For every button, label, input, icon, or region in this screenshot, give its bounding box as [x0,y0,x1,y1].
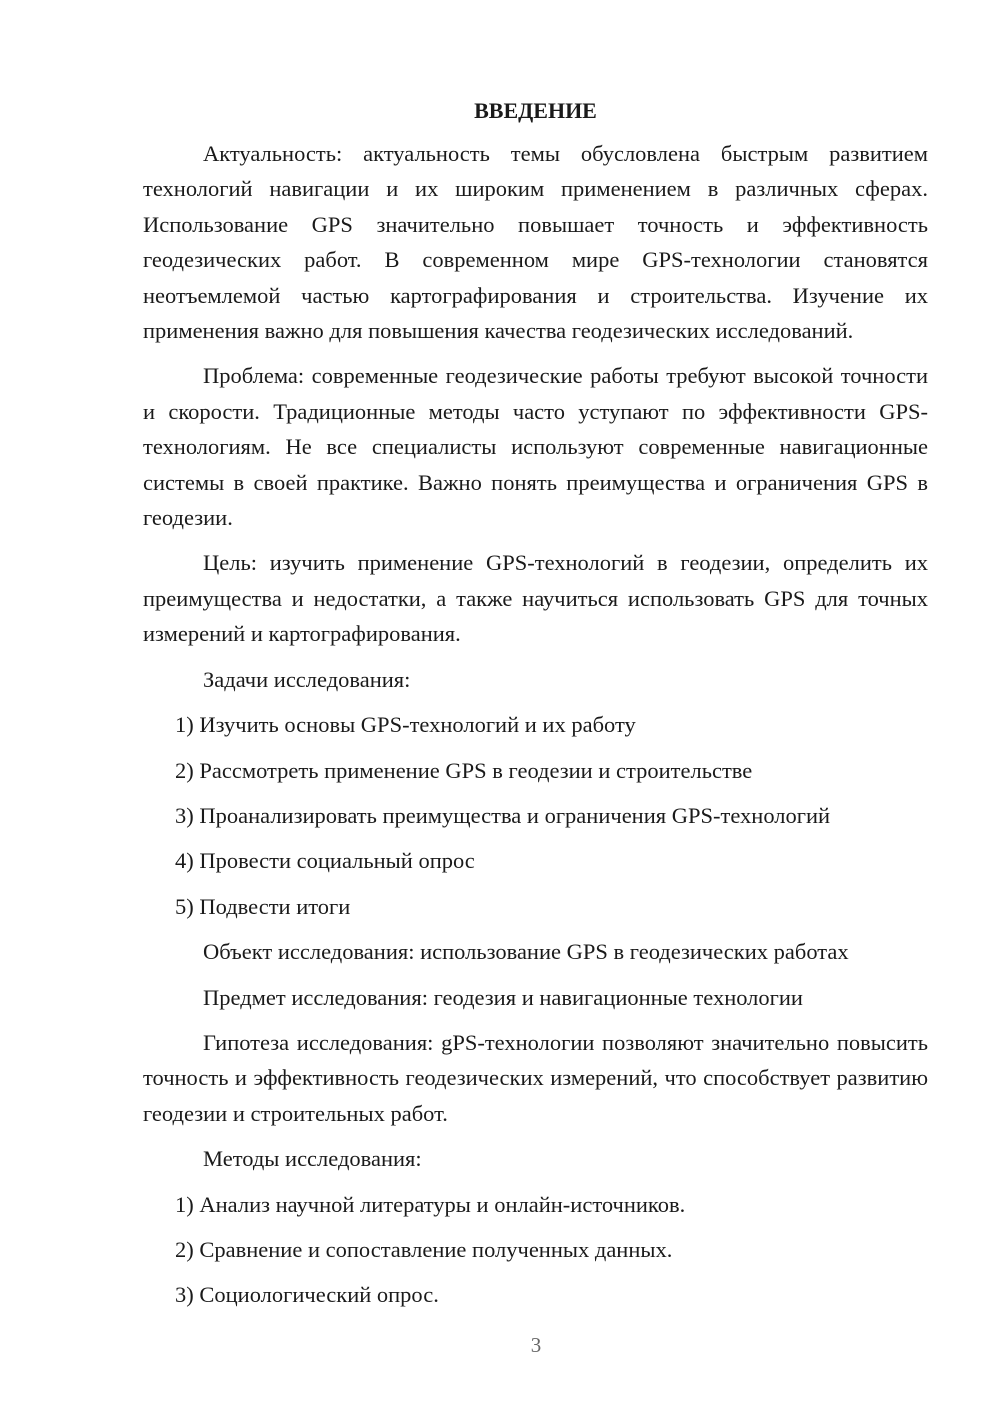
object-paragraph: Объект исследования: использование GPS в геодезических работах [203,939,849,965]
tasks-heading: Задачи исследования: [203,666,411,692]
section-title: ВВЕДЕНИЕ [474,98,597,123]
page-number: 3 [530,1333,542,1357]
subject-paragraph: Предмет исследования: геодезия и навигационные технологии [203,984,803,1010]
methods-heading: Методы исследования: [203,1146,422,1172]
list-item: 2) Сравнение и сопоставление полученных данных. [175,1236,673,1262]
hypothesis-paragraph: Гипотеза исследования: gPS-технологии позволяют значительно повысить точность и эффективность геодезических измерений, что способствует развитию геодезии и строительных работ. [143,1029,928,1126]
relevance-paragraph: Актуальность: актуальность темы обусловлена быстрым развитием технологий навигации и их широким применением в различных сферах. Использование GPS значительно повышает точность и эффективность геодезических работ. В современном мире GPS-технологии становятся неотъемлемой частью картографирования и строительства. Изучение их применения важно для повышения качества геодезических исследований. [143,141,928,344]
document-body [143,95,928,1323]
list-item: 3) Социологический опрос. [175,1282,439,1308]
methods-list [143,1187,928,1313]
list-item: 3) Проанализировать преимущества и ограничения GPS-технологий [175,802,831,828]
list-item: 4) Провести социальный опрос [175,848,475,874]
list-item: 2) Рассмотреть применение GPS в геодезии и строительстве [175,757,753,783]
list-item: 5) Подвести итоги [175,893,351,919]
list-item: 1) Анализ научной литературы и онлайн-источников. [175,1191,686,1217]
list-item: 1) Изучить основы GPS-технологий и их работу [175,712,636,738]
problem-paragraph: Проблема: современные геодезические работы требуют высокой точности и скорости. Традиционные методы часто уступают по эффективности GPS-технологиям. Не все специалисты используют современные навигационные системы в своей практике. Важно понять преимущества и ограничения GPS в геодезии. [143,363,928,531]
goal-paragraph: Цель: изучить применение GPS-технологий в геодезии, определить их преимущества и недостатки, а также научиться использовать GPS для точных измерений и картографирования. [143,550,928,647]
tasks-list [143,707,928,924]
